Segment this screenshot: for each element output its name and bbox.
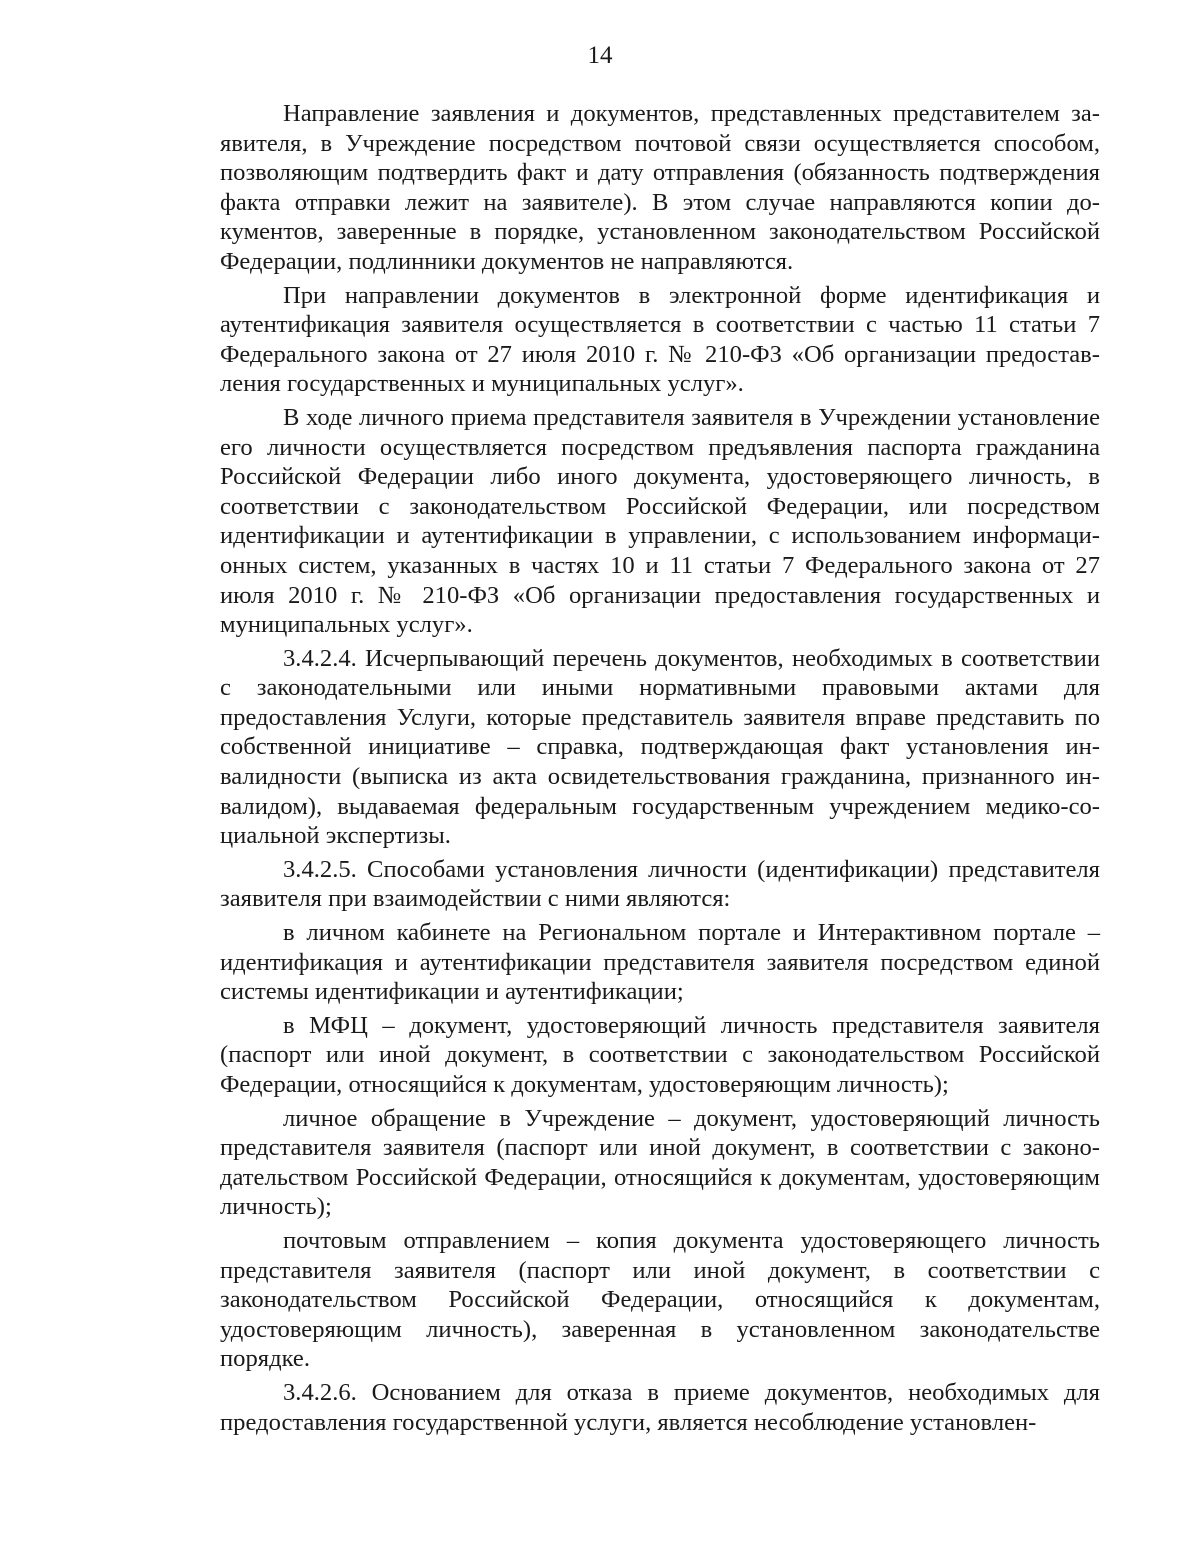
paragraph-postal-submission: Направление заявления и документов, представленных представителем заявителя, в Учреждение посредством почтовой связи осуществляется способом, позволяющим подтвердить факт и дату отправления (обязанность подтверждения факта отправки лежит на заявителе). В этом случае направляются копии документов, заверенные в порядке, установленном законодательством Российской Федерации, подлинники документов не направляются. — [220, 100, 1100, 275]
document-body — [220, 99, 1100, 1441]
paragraph-personal-reception: В ходе личного приема представителя заявителя в Учреждении установление его личности осуществляется посредством предъявления паспорта гражданина Российской Федерации либо иного документа, удостоверяющего личность, в соответствии с законодательством Российской Федерации, или посредством идентификации и аутентификации в управлении, с использованием информационных систем, указанных в частях 10 и 11 статьи 7 Федерального закона от 27 июля 2010 г. № 210-ФЗ «Об организации предоставления государственных и муниципальных услуг». — [220, 403, 1100, 639]
paragraph-electronic-identification: При направлении документов в электронной форме идентификация и аутентификация заявителя осуществляется в соответствии с частью 11 статьи 7 Федерального закона от 27 июля 2010 г. № 210-ФЗ «Об организации предоставления государственных и муниципальных услуг». — [220, 281, 1100, 398]
list-item-mfc: в МФЦ – документ, удостоверяющий личность представителя заявителя (паспорт или иной документ, в соответствии с законодательством Российской Федерации, относящийся к документам, удостоверяющим личность); — [220, 1011, 1100, 1098]
paragraph-3-4-2-5: 3.4.2.5. Способами установления личности (идентификации) представителя заявителя при взаимодействии с ними являются: — [220, 855, 1100, 913]
list-item-postal: почтовым отправлением – копия документа удостоверяющего личность представителя заявителя (паспорт или иной документ, в соответствии с законодательством Российской Федерации, относящийся к документам, удостоверяющим личность), заверенная в установленном законодательстве порядке. — [220, 1226, 1100, 1373]
paragraph-3-4-2-6: 3.4.2.6. Основанием для отказа в приеме документов, необходимых для предоставления государственной услуги, является несоблюдение установлен- — [220, 1378, 1100, 1436]
list-item-personal-cabinet: в личном кабинете на Региональном портале и Интерактивном портале – идентификация и аутентификации представителя заявителя посредством единой системы идентификации и аутентификации; — [220, 919, 1100, 1006]
paragraph-3-4-2-4: 3.4.2.4. Исчерпывающий перечень документов, необходимых в соответствии с законодательными или иными нормативными правовыми актами для предоставления Услуги, которые представитель заявителя вправе представить по собственной инициативе – справка, подтверждающая факт установления инвалидности (выписка из акта освидетельствования гражданина, признанного инвалидом), выдаваемая федеральным государственным учреждением медико-социальной экспертизы. — [220, 644, 1100, 850]
list-item-personal-appeal: личное обращение в Учреждение – документ, удостоверяющий личность представителя заявителя (паспорт или иной документ, в соответствии с законодательством Российской Федерации, относящийся к документам, удостоверяющим личность); — [220, 1104, 1100, 1221]
page-number: 14 — [587, 42, 613, 69]
